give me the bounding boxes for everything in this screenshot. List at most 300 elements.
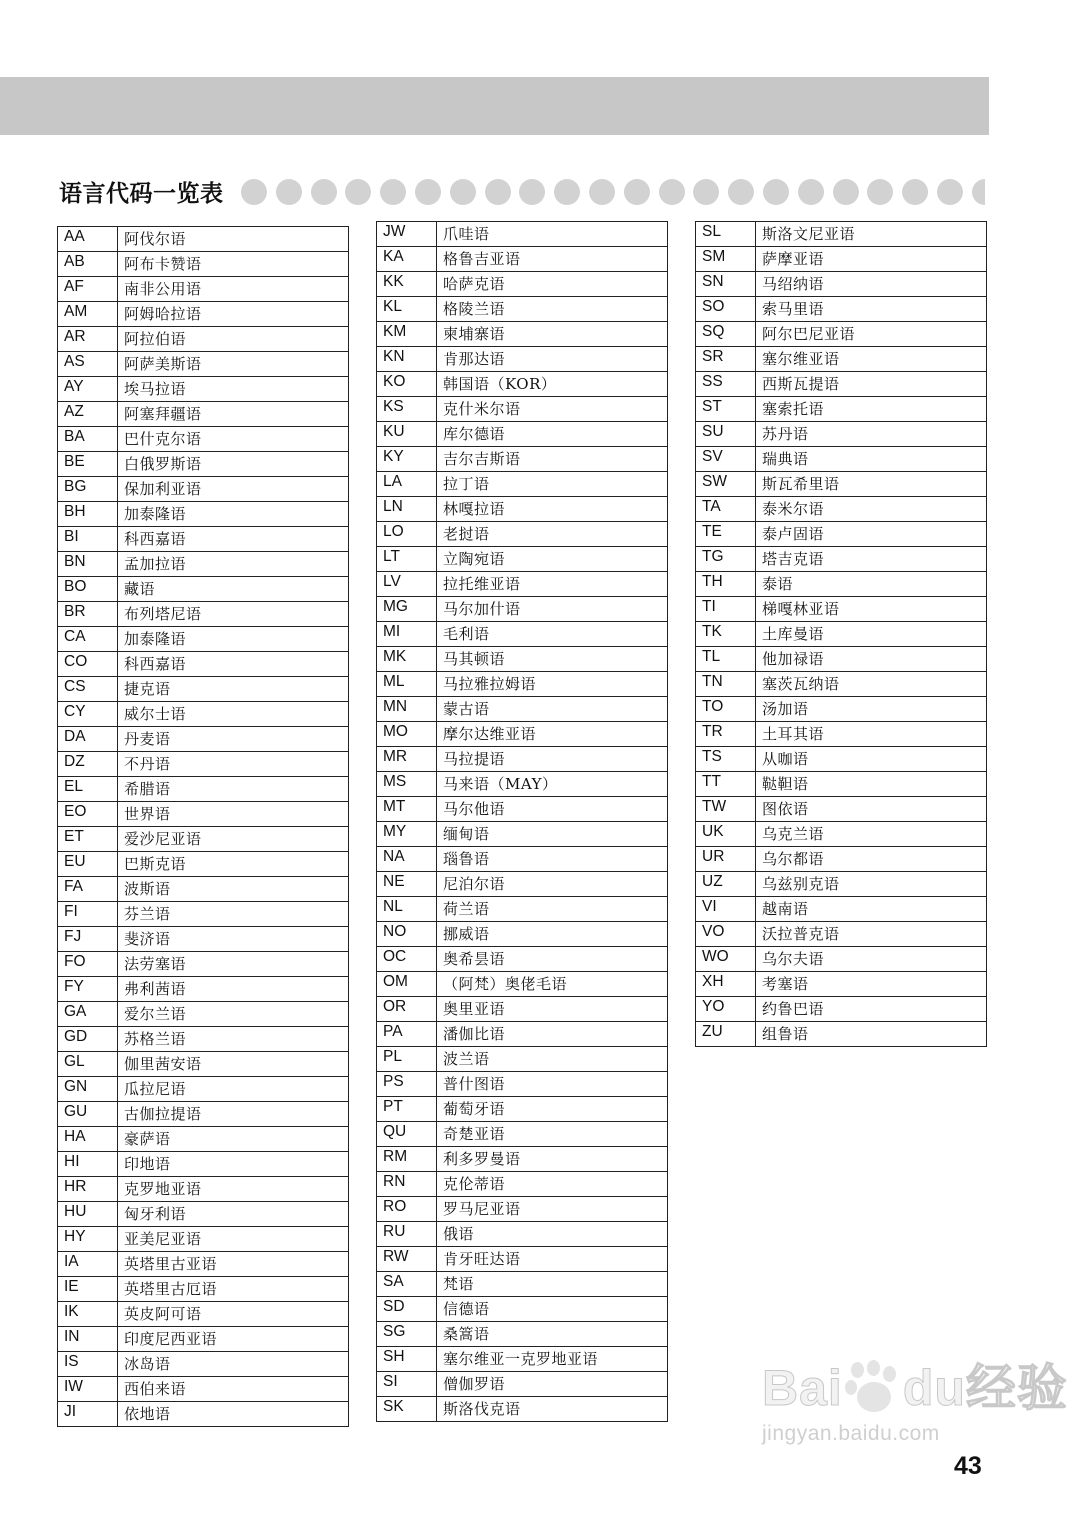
table-row bbox=[377, 1197, 668, 1222]
language-code: PS bbox=[377, 1072, 437, 1097]
table-row bbox=[58, 902, 349, 927]
language-code: RW bbox=[377, 1247, 437, 1272]
language-name: 塞索托语 bbox=[756, 397, 987, 422]
language-code: PA bbox=[377, 1022, 437, 1047]
table-row bbox=[696, 372, 987, 397]
language-code: CO bbox=[58, 652, 118, 677]
table-row bbox=[696, 672, 987, 697]
language-name: 萨摩亚语 bbox=[756, 247, 987, 272]
language-code-table-column-2 bbox=[376, 221, 668, 1422]
table-row bbox=[377, 1272, 668, 1297]
title-dot-rule bbox=[241, 179, 985, 207]
language-code: SI bbox=[377, 1372, 437, 1397]
table-row bbox=[696, 297, 987, 322]
page-number: 43 bbox=[954, 1452, 982, 1480]
language-name: 马拉提语 bbox=[437, 747, 668, 772]
language-code: RM bbox=[377, 1147, 437, 1172]
language-name: 捷克语 bbox=[118, 677, 349, 702]
table-row bbox=[696, 872, 987, 897]
language-name: 布列塔尼语 bbox=[118, 602, 349, 627]
table-row bbox=[377, 572, 668, 597]
language-name: 普什图语 bbox=[437, 1072, 668, 1097]
watermark-logo-text-right: du bbox=[902, 1360, 966, 1416]
table-row bbox=[377, 347, 668, 372]
table-row bbox=[377, 797, 668, 822]
table-row bbox=[377, 1072, 668, 1097]
table-row bbox=[377, 647, 668, 672]
table-row bbox=[58, 1252, 349, 1277]
table-row bbox=[58, 227, 349, 252]
language-code: MS bbox=[377, 772, 437, 797]
table-row bbox=[58, 352, 349, 377]
title-dot bbox=[728, 179, 754, 205]
language-code: BE bbox=[58, 452, 118, 477]
language-name: 爪哇语 bbox=[437, 222, 668, 247]
title-dot bbox=[867, 179, 893, 205]
table-row bbox=[377, 997, 668, 1022]
language-name: 依地语 bbox=[118, 1402, 349, 1427]
language-name: 印地语 bbox=[118, 1152, 349, 1177]
language-name: 格陵兰语 bbox=[437, 297, 668, 322]
table-row bbox=[696, 422, 987, 447]
language-name: 哈萨克语 bbox=[437, 272, 668, 297]
language-code: SU bbox=[696, 422, 756, 447]
table-row bbox=[377, 672, 668, 697]
table-row bbox=[58, 977, 349, 1002]
table-row bbox=[58, 302, 349, 327]
language-name: 马其顿语 bbox=[437, 647, 668, 672]
watermark-logo bbox=[762, 1360, 1068, 1416]
table-row bbox=[377, 222, 668, 247]
table-row bbox=[58, 952, 349, 977]
language-code: SO bbox=[696, 297, 756, 322]
table-row bbox=[377, 297, 668, 322]
language-code: IN bbox=[58, 1327, 118, 1352]
language-code: SL bbox=[696, 222, 756, 247]
table-row bbox=[377, 547, 668, 572]
language-name: 马尔加什语 bbox=[437, 597, 668, 622]
language-name: 白俄罗斯语 bbox=[118, 452, 349, 477]
table-row bbox=[58, 652, 349, 677]
language-name: 林嘎拉语 bbox=[437, 497, 668, 522]
language-code: SM bbox=[696, 247, 756, 272]
table-row bbox=[377, 822, 668, 847]
table-row bbox=[377, 747, 668, 772]
language-name: 科西嘉语 bbox=[118, 527, 349, 552]
language-name: 乌尔都语 bbox=[756, 847, 987, 872]
language-name: 马来语（MAY） bbox=[437, 772, 668, 797]
table-row bbox=[58, 502, 349, 527]
language-code: JI bbox=[58, 1402, 118, 1427]
language-code: ET bbox=[58, 827, 118, 852]
language-code: RU bbox=[377, 1222, 437, 1247]
language-name: 加泰隆语 bbox=[118, 627, 349, 652]
language-code: NL bbox=[377, 897, 437, 922]
language-code: FO bbox=[58, 952, 118, 977]
language-name: 泰米尔语 bbox=[756, 497, 987, 522]
language-code: VO bbox=[696, 922, 756, 947]
table-row bbox=[58, 777, 349, 802]
table-row bbox=[696, 247, 987, 272]
table-row bbox=[696, 497, 987, 522]
table-row bbox=[377, 972, 668, 997]
table-row bbox=[377, 1122, 668, 1147]
language-code: PL bbox=[377, 1047, 437, 1072]
language-code: GD bbox=[58, 1027, 118, 1052]
language-code: NE bbox=[377, 872, 437, 897]
language-name: 图依语 bbox=[756, 797, 987, 822]
language-code: AA bbox=[58, 227, 118, 252]
language-name: 爱尔兰语 bbox=[118, 1002, 349, 1027]
table-row bbox=[696, 722, 987, 747]
language-code: KO bbox=[377, 372, 437, 397]
language-code: UR bbox=[696, 847, 756, 872]
language-name: 斯洛文尼亚语 bbox=[756, 222, 987, 247]
title-dot bbox=[450, 179, 476, 205]
language-code: MI bbox=[377, 622, 437, 647]
language-code: AY bbox=[58, 377, 118, 402]
language-code: NO bbox=[377, 922, 437, 947]
language-name: 阿萨美斯语 bbox=[118, 352, 349, 377]
language-code: TG bbox=[696, 547, 756, 572]
table-row bbox=[377, 372, 668, 397]
table-row bbox=[58, 1027, 349, 1052]
table-row bbox=[696, 522, 987, 547]
language-name: 法劳塞语 bbox=[118, 952, 349, 977]
title-dot bbox=[798, 179, 824, 205]
language-code: LV bbox=[377, 572, 437, 597]
language-code: TW bbox=[696, 797, 756, 822]
table-row bbox=[377, 422, 668, 447]
language-name: 乌尔夫语 bbox=[756, 947, 987, 972]
table-row bbox=[58, 752, 349, 777]
language-name: 梵语 bbox=[437, 1272, 668, 1297]
language-code: AS bbox=[58, 352, 118, 377]
language-name: 约鲁巴语 bbox=[756, 997, 987, 1022]
table-row bbox=[377, 1397, 668, 1422]
language-name: 葡萄牙语 bbox=[437, 1097, 668, 1122]
title-dot bbox=[519, 179, 545, 205]
language-name: 乌克兰语 bbox=[756, 822, 987, 847]
language-code: TL bbox=[696, 647, 756, 672]
language-code: SV bbox=[696, 447, 756, 472]
language-name: 波兰语 bbox=[437, 1047, 668, 1072]
language-name: 阿姆哈拉语 bbox=[118, 302, 349, 327]
language-name: 挪威语 bbox=[437, 922, 668, 947]
table-row bbox=[696, 547, 987, 572]
table-row bbox=[58, 402, 349, 427]
language-code: ML bbox=[377, 672, 437, 697]
language-code: TA bbox=[696, 497, 756, 522]
language-name: 世界语 bbox=[118, 802, 349, 827]
language-code: NA bbox=[377, 847, 437, 872]
language-code: FA bbox=[58, 877, 118, 902]
language-name: 僧伽罗语 bbox=[437, 1372, 668, 1397]
language-name: 伽里茜安语 bbox=[118, 1052, 349, 1077]
table-row bbox=[696, 622, 987, 647]
language-code: TH bbox=[696, 572, 756, 597]
paw-icon bbox=[845, 1360, 901, 1416]
language-code: KK bbox=[377, 272, 437, 297]
language-name: 肯牙旺达语 bbox=[437, 1247, 668, 1272]
table-row bbox=[377, 1022, 668, 1047]
language-name: 古伽拉提语 bbox=[118, 1102, 349, 1127]
language-code: MN bbox=[377, 697, 437, 722]
language-code: MT bbox=[377, 797, 437, 822]
language-code: SK bbox=[377, 1397, 437, 1422]
table-row bbox=[696, 922, 987, 947]
language-code: SN bbox=[696, 272, 756, 297]
language-code: SA bbox=[377, 1272, 437, 1297]
language-name: 俄语 bbox=[437, 1222, 668, 1247]
table-row bbox=[58, 327, 349, 352]
language-code: FJ bbox=[58, 927, 118, 952]
language-code: BH bbox=[58, 502, 118, 527]
language-code: KY bbox=[377, 447, 437, 472]
table-row bbox=[58, 427, 349, 452]
table-row bbox=[58, 527, 349, 552]
language-name: 土库曼语 bbox=[756, 622, 987, 647]
language-code: CS bbox=[58, 677, 118, 702]
language-name: 立陶宛语 bbox=[437, 547, 668, 572]
language-code: IW bbox=[58, 1377, 118, 1402]
language-code: TO bbox=[696, 697, 756, 722]
language-name: 土耳其语 bbox=[756, 722, 987, 747]
table-row bbox=[377, 247, 668, 272]
language-code: XH bbox=[696, 972, 756, 997]
table-row bbox=[377, 1297, 668, 1322]
language-code: FY bbox=[58, 977, 118, 1002]
language-name: 蒙古语 bbox=[437, 697, 668, 722]
table-row bbox=[58, 727, 349, 752]
language-name: 乌兹别克语 bbox=[756, 872, 987, 897]
language-name: 吉尔吉斯语 bbox=[437, 447, 668, 472]
language-name: 摩尔达维亚语 bbox=[437, 722, 668, 747]
language-name: 他加禄语 bbox=[756, 647, 987, 672]
language-name: 尼泊尔语 bbox=[437, 872, 668, 897]
language-name: 巴斯克语 bbox=[118, 852, 349, 877]
table-row bbox=[377, 697, 668, 722]
table-row bbox=[377, 497, 668, 522]
language-name: 组鲁语 bbox=[756, 1022, 987, 1047]
language-name: 老挝语 bbox=[437, 522, 668, 547]
language-code: KL bbox=[377, 297, 437, 322]
title-dot bbox=[902, 179, 928, 205]
language-name: 奇楚亚语 bbox=[437, 1122, 668, 1147]
title-dot bbox=[624, 179, 650, 205]
language-code: MR bbox=[377, 747, 437, 772]
watermark-logo-text-left: Bai bbox=[762, 1360, 843, 1416]
table-row bbox=[377, 622, 668, 647]
language-code: GU bbox=[58, 1102, 118, 1127]
table-row bbox=[58, 1327, 349, 1352]
language-code: SG bbox=[377, 1322, 437, 1347]
language-code: SR bbox=[696, 347, 756, 372]
language-name: 塞茨瓦纳语 bbox=[756, 672, 987, 697]
language-name: 爱沙尼亚语 bbox=[118, 827, 349, 852]
title-dot bbox=[833, 179, 859, 205]
language-code: TE bbox=[696, 522, 756, 547]
language-code: LT bbox=[377, 547, 437, 572]
table-row bbox=[58, 1177, 349, 1202]
table-row bbox=[377, 522, 668, 547]
language-name: 印度尼西亚语 bbox=[118, 1327, 349, 1352]
language-name: 缅甸语 bbox=[437, 822, 668, 847]
language-name: 苏丹语 bbox=[756, 422, 987, 447]
language-code: IE bbox=[58, 1277, 118, 1302]
table-row bbox=[377, 1172, 668, 1197]
table-row bbox=[58, 1002, 349, 1027]
table-row bbox=[58, 702, 349, 727]
language-code: BG bbox=[58, 477, 118, 502]
language-name: 马拉雅拉姆语 bbox=[437, 672, 668, 697]
table-row bbox=[696, 597, 987, 622]
language-code: TN bbox=[696, 672, 756, 697]
table-row bbox=[58, 1202, 349, 1227]
title-dot bbox=[554, 179, 580, 205]
language-name: 西伯来语 bbox=[118, 1377, 349, 1402]
language-code: GA bbox=[58, 1002, 118, 1027]
language-code: OR bbox=[377, 997, 437, 1022]
table-row bbox=[377, 272, 668, 297]
language-code: IS bbox=[58, 1352, 118, 1377]
language-name: 阿拉伯语 bbox=[118, 327, 349, 352]
table-row bbox=[377, 397, 668, 422]
title-dot bbox=[693, 179, 719, 205]
language-name: 豪萨语 bbox=[118, 1127, 349, 1152]
table-row bbox=[696, 822, 987, 847]
table-row bbox=[696, 647, 987, 672]
table-row bbox=[696, 222, 987, 247]
language-code: OM bbox=[377, 972, 437, 997]
language-code: KN bbox=[377, 347, 437, 372]
language-name: 梯嘎林亚语 bbox=[756, 597, 987, 622]
language-code: MY bbox=[377, 822, 437, 847]
language-name: 西斯瓦提语 bbox=[756, 372, 987, 397]
language-name: 瑞典语 bbox=[756, 447, 987, 472]
language-name: 索马里语 bbox=[756, 297, 987, 322]
table-row bbox=[58, 1352, 349, 1377]
table-row bbox=[58, 1127, 349, 1152]
language-name: 奥希昙语 bbox=[437, 947, 668, 972]
table-row bbox=[377, 1147, 668, 1172]
language-code: AF bbox=[58, 277, 118, 302]
table-row bbox=[58, 1302, 349, 1327]
language-code: WO bbox=[696, 947, 756, 972]
language-code: UZ bbox=[696, 872, 756, 897]
language-name: 冰岛语 bbox=[118, 1352, 349, 1377]
language-code: BR bbox=[58, 602, 118, 627]
language-name: 奥里亚语 bbox=[437, 997, 668, 1022]
table-row bbox=[377, 1372, 668, 1397]
language-code: MO bbox=[377, 722, 437, 747]
language-code: AM bbox=[58, 302, 118, 327]
language-name: 从咖语 bbox=[756, 747, 987, 772]
language-name: 阿尔巴尼亚语 bbox=[756, 322, 987, 347]
language-name: 克伦蒂语 bbox=[437, 1172, 668, 1197]
language-code: KU bbox=[377, 422, 437, 447]
language-name: 瓜拉尼语 bbox=[118, 1077, 349, 1102]
table-row bbox=[58, 1152, 349, 1177]
language-code: UK bbox=[696, 822, 756, 847]
language-code: LN bbox=[377, 497, 437, 522]
language-name: 英塔里古厄语 bbox=[118, 1277, 349, 1302]
table-row bbox=[696, 947, 987, 972]
language-code: FI bbox=[58, 902, 118, 927]
language-name: 格鲁吉亚语 bbox=[437, 247, 668, 272]
table-row bbox=[58, 1102, 349, 1127]
table-row bbox=[696, 472, 987, 497]
language-code: ZU bbox=[696, 1022, 756, 1047]
language-name: 阿布卡赞语 bbox=[118, 252, 349, 277]
language-code: PT bbox=[377, 1097, 437, 1122]
table-row bbox=[377, 1222, 668, 1247]
table-row bbox=[696, 997, 987, 1022]
language-code: RN bbox=[377, 1172, 437, 1197]
language-code-table-column-3 bbox=[695, 221, 987, 1047]
table-row bbox=[58, 1077, 349, 1102]
title-dot bbox=[380, 179, 406, 205]
language-code: HA bbox=[58, 1127, 118, 1152]
language-code: DZ bbox=[58, 752, 118, 777]
watermark-url: jingyan.baidu.com bbox=[762, 1422, 940, 1445]
language-code: EO bbox=[58, 802, 118, 827]
title-dot bbox=[415, 179, 441, 205]
table-row bbox=[58, 252, 349, 277]
table-row bbox=[58, 1402, 349, 1427]
language-name: 英塔里古亚语 bbox=[118, 1252, 349, 1277]
language-name: 科西嘉语 bbox=[118, 652, 349, 677]
language-name: 斐济语 bbox=[118, 927, 349, 952]
table-row bbox=[696, 397, 987, 422]
language-name: 泰语 bbox=[756, 572, 987, 597]
language-code: TR bbox=[696, 722, 756, 747]
table-row bbox=[58, 852, 349, 877]
language-name: 英皮阿可语 bbox=[118, 1302, 349, 1327]
language-name: 塞尔维亚一克罗地亚语 bbox=[437, 1347, 668, 1372]
language-name: 克罗地亚语 bbox=[118, 1177, 349, 1202]
language-name: 阿伐尔语 bbox=[118, 227, 349, 252]
language-name: 波斯语 bbox=[118, 877, 349, 902]
language-code: SH bbox=[377, 1347, 437, 1372]
table-row bbox=[377, 472, 668, 497]
language-code: SW bbox=[696, 472, 756, 497]
table-row bbox=[58, 602, 349, 627]
table-row bbox=[377, 1097, 668, 1122]
language-name: 拉丁语 bbox=[437, 472, 668, 497]
table-row bbox=[377, 597, 668, 622]
table-row bbox=[696, 772, 987, 797]
language-code: SS bbox=[696, 372, 756, 397]
language-name: 越南语 bbox=[756, 897, 987, 922]
language-code: GL bbox=[58, 1052, 118, 1077]
table-row bbox=[377, 922, 668, 947]
language-name: （阿梵）奥佬毛语 bbox=[437, 972, 668, 997]
language-name: 泰卢固语 bbox=[756, 522, 987, 547]
table-row bbox=[377, 847, 668, 872]
table-row bbox=[377, 772, 668, 797]
language-code: CA bbox=[58, 627, 118, 652]
language-name: 桑篙语 bbox=[437, 1322, 668, 1347]
language-name: 利多罗曼语 bbox=[437, 1147, 668, 1172]
language-name: 马绍纳语 bbox=[756, 272, 987, 297]
language-name: 阿塞拜疆语 bbox=[118, 402, 349, 427]
language-code: TK bbox=[696, 622, 756, 647]
language-name: 孟加拉语 bbox=[118, 552, 349, 577]
title-dot bbox=[485, 179, 511, 205]
table-row bbox=[696, 572, 987, 597]
language-name: 毛利语 bbox=[437, 622, 668, 647]
